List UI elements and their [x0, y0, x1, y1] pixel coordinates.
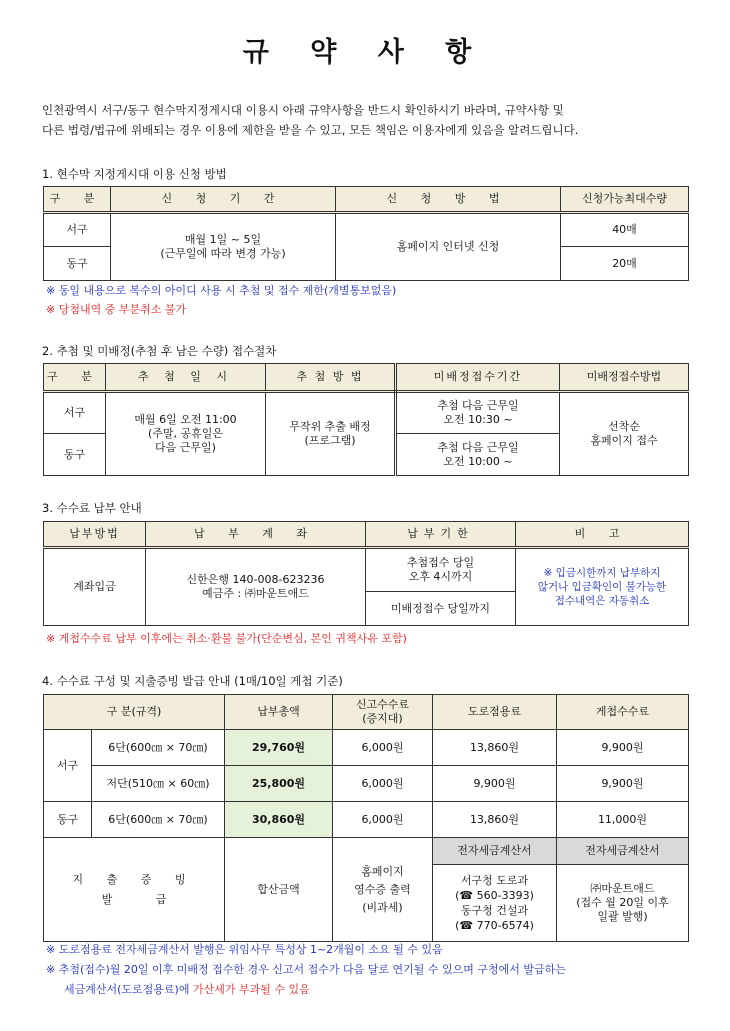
intro-line-2: 다른 법령/법규에 위배되는 경우 이용에 제한을 받을 수 있고, 모든 책임은 이용자에게 있음을 알려드립니다.	[42, 123, 579, 137]
report-west-6: 6,000원	[333, 730, 433, 766]
unassigned-method: 선착순 홈페이지 접수	[560, 392, 689, 476]
s3-note-detail: (단순변심, 본인 귀책사유 포함)	[256, 632, 407, 645]
post-issuer: ㈜마운트애드 (접수 월 20일 이후 일괄 발행)	[557, 865, 689, 942]
road-einvoice: 전자세금계산서	[433, 838, 557, 865]
post-east-6: 11,000원	[557, 802, 689, 838]
header-division: 구 분	[44, 187, 111, 213]
s4-note-3	[64, 980, 310, 999]
header-remark: 비 고	[516, 522, 689, 548]
spec-west-low: 저단(510㎝ × 60㎝)	[92, 766, 225, 802]
proof-label	[44, 838, 225, 942]
pay-method: 계좌입금	[44, 548, 146, 626]
header-account: 납 부 계 좌	[146, 522, 366, 548]
spec-west-6: 6단(600㎝ × 70㎝)	[92, 730, 225, 766]
spec-east-6: 6단(600㎝ × 70㎝)	[92, 802, 225, 838]
s4-note-3-warning: 가산세가 부과될 수 있음	[192, 983, 310, 996]
draw-method: 무작위 추출 배정 (프로그램)	[266, 392, 396, 476]
s1-note-2: ※ 당첨내역 중 부분취소 불가	[46, 303, 187, 316]
road-issuer: 서구청 도로과 (☎ 560-3393) 동구청 건설과 (☎ 770-6574)	[433, 865, 557, 942]
header-method: 신 청 방 법	[336, 187, 561, 213]
s1-note-1: ※ 동일 내용으로 복수의 아이디 사용 시 추첨 및 접수 제한(개별통보없음)	[46, 284, 397, 297]
header-report-fee: 신고수수료 (증지대)	[333, 695, 433, 730]
s4-note-1: ※ 도로점용료 전자세금계산서 발행은 위임사무 특성상 1~2개월이 소요 될 수 있음	[46, 943, 443, 956]
header-draw-method: 추 첨 방 법	[266, 364, 396, 392]
header-deadline: 납부기한	[366, 522, 516, 548]
header-unassigned-method: 미배정접수방법	[560, 364, 689, 392]
post-west-6: 9,900원	[557, 730, 689, 766]
s3-note	[46, 629, 407, 648]
road-west-6: 13,860원	[433, 730, 557, 766]
region-east: 동구	[44, 434, 106, 476]
intro-line-1: 인천광역시 서구/동구 현수막지정게시대 이용시 아래 규약사항을 반드시 확인하시기 바라며, 규약사항 및	[42, 103, 564, 117]
draw-deadline: 추첨접수 당일 오후 4시까지	[366, 548, 516, 592]
report-east-6: 6,000원	[333, 802, 433, 838]
total-east-6: 30,860원	[225, 802, 333, 838]
draw-date: 매월 6일 오전 11:00 (주말, 공휴일은 다음 근무일)	[106, 392, 266, 476]
report-west-low: 6,000원	[333, 766, 433, 802]
s4-note-3-main: 세금계산서(도로점용료)에	[64, 983, 193, 996]
header-road-fee: 도로점용료	[433, 695, 557, 730]
total-west-6: 29,760원	[225, 730, 333, 766]
unassigned-deadline: 미배정접수 당일까지	[366, 592, 516, 626]
post-west-low: 9,900원	[557, 766, 689, 802]
road-west-low: 9,900원	[433, 766, 557, 802]
region-east: 동구	[44, 247, 111, 281]
post-einvoice: 전자세금계산서	[557, 838, 689, 865]
application-table	[43, 186, 689, 281]
payment-remark: ※ 입금시한까지 납부하지 않거나 입금확인이 불가능한 접수내역은 자동취소	[516, 548, 689, 626]
bank-account: 신한은행 140-008-623236 예금주 : ㈜마운트애드	[146, 548, 366, 626]
region-west: 서구	[44, 730, 92, 802]
s4-note-2: ※ 추첨(접수)월 20일 이후 미배정 접수한 경우 신고서 접수가 다음 달로 연기될 수 있으며 구청에서 발급하는	[46, 963, 566, 976]
header-total: 납부총액	[225, 695, 333, 730]
section-2-heading: 2. 추첨 및 미배정(추첨 후 남은 수량) 접수절차	[42, 344, 277, 358]
header-post-fee: 게첩수수료	[557, 695, 689, 730]
east-unassigned-period: 추첨 다음 근무일 오전 10:00 ~	[396, 434, 560, 476]
header-draw-date: 추 첨 일 시	[106, 364, 266, 392]
header-unassigned-period: 미배정접수기간	[396, 364, 560, 392]
header-pay-method: 납부방법	[44, 522, 146, 548]
draw-table	[43, 363, 689, 476]
intro-text	[42, 100, 692, 140]
header-max-qty: 신청가능최대수량	[561, 187, 689, 213]
region-east: 동구	[44, 802, 92, 838]
proof-total: 합산금액	[225, 838, 333, 942]
section-3-heading: 3. 수수료 납부 안내	[42, 501, 142, 515]
application-period: 매월 1일 ~ 5일 (근무일에 따라 변경 가능)	[111, 213, 336, 281]
header-division: 구 분	[44, 364, 106, 392]
region-west: 서구	[44, 392, 106, 434]
section-4-heading: 4. 수수료 구성 및 지출증빙 발급 안내 (1매/10일 게첩 기준)	[42, 674, 343, 688]
proof-label-line-2: 발 급	[101, 892, 167, 906]
payment-table	[43, 521, 689, 626]
west-max-qty: 40매	[561, 213, 689, 247]
application-method: 홈페이지 인터넷 신청	[336, 213, 561, 281]
proof-label-line-1: 지 출 증 빙	[72, 872, 196, 886]
section-1-heading: 1. 현수막 지정게시대 이용 신청 방법	[42, 167, 227, 181]
fee-table	[43, 694, 689, 942]
east-max-qty: 20매	[561, 247, 689, 281]
west-unassigned-period: 추첨 다음 근무일 오전 10:30 ~	[396, 392, 560, 434]
s3-note-main: ※ 게첩수수료 납부 이후에는 취소·환불 불가	[46, 632, 257, 645]
header-period: 신 청 기 간	[111, 187, 336, 213]
document-title: 규 약 사 항	[242, 37, 488, 68]
road-east-6: 13,860원	[433, 802, 557, 838]
total-west-low: 25,800원	[225, 766, 333, 802]
proof-report: 홈페이지 영수증 출력 (비과세)	[333, 838, 433, 942]
region-west: 서구	[44, 213, 111, 247]
header-spec: 구 분(규격)	[44, 695, 225, 730]
